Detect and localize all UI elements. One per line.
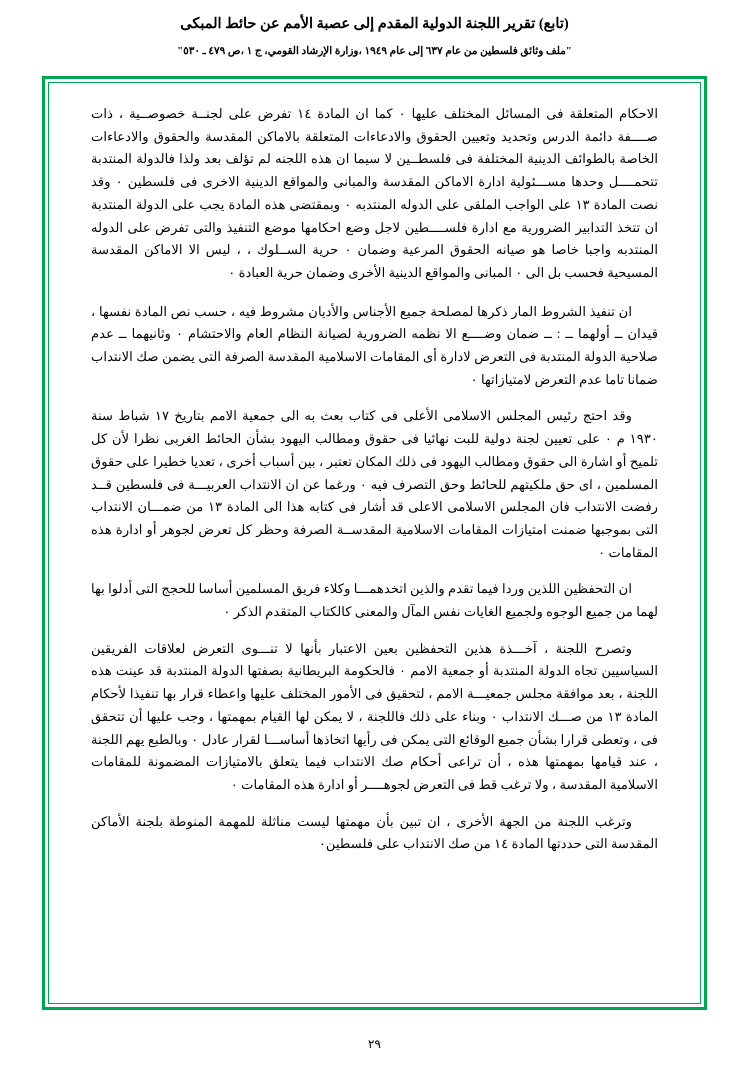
document-body — [49, 83, 700, 880]
body-paragraph-6: وترغب اللجنة من الجهة الأخرى ، ان تبين بأن مهمتها ليست مناثلة للمهمة المنوطة بلجنة الأماكن المقدسة التى حددتها المادة ١٤ من صك الانتداب على فلسطين٠ — [91, 813, 658, 852]
body-paragraph-2: ان تنفيذ الشروط المار ذكرها لمصلحة جميع الأجناس والأديان مشروط فيه ، حسب نص المادة نفسها ، قيدان ــ أولهما ــ : ــ ضمان وضــــع الا نظمه الضرورية لصيانة النظام العام والاحتشام ٠ وثانيهما ــ عدم صلاحية الدولة المنتدبة فى التعرض لادارة أى المقامات الاسلامية المقدسة الصرفة التى يضمن صك الانتداب ضمانا تاما عدم التعرض لامتيازاتها ٠ — [91, 303, 658, 387]
page-number: ٢٩ — [368, 1037, 381, 1051]
body-paragraph-1: الاحكام المتعلقة فى المسائل المختلف عليها ٠ كما ان المادة ١٤ تفرض على لجنــة خصوصــية ، ذات صــــفة دائمة الدرس وتحديد وتعيين الحقوق والادعاءات المتعلقة بالاماكن المقدسة والحقوق والادعاءات الخاصة بالطوائف الدينية المختلفة فى فلسطــين لا سيما ان هذه اللجنه لم تؤلف بعد ولذا فالدولة المنتدبة تتحمــــل وحدها مســـئولية ادارة الاماكن المقدسة والمبانى والمواقع الدينية الاخرى فى فلسطين ٠ وقد نصت المادة ١٣ على الواجب الملقى على الدوله المنتدبه ٠ وبمقتضى هذه المادة يجب على الدولة المنتدبة ان تتخذ التدابير الضرورية مع ادارة فلســــطين لاجل وضع احكامها موضع التنفيذ والتى تفرض على الدوله المنتدبه واجبا خاصا هو صيانه الحقوق المرعية وضمان ٠ حرية الســلوك ، ، ليس الا الاماكن المقدسة المسيحية فحسب بل الى ٠ المبانى والمواقع الدينية الأخرى وضمان حرية العبادة ٠ — [91, 106, 658, 280]
body-paragraph-5: وتصرح اللجنة ، آخـــذة هذين التحفظين بعين الاعتبار بأنها لا تنـــوى التعرض لعلاقات الفريقين السياسيين تجاه الدولة المنتدبة أو جمعية الامم ٠ فالحكومة البريطانية بصفتها الدولة المنتدبة قد عينت هذه اللجنة ، بعد موافقة مجلس جمعيـــة الامم ، لتحقيق فى الأمور المختلف عليها واعطاء قرار بها تنفيذا لأحكام المادة ١٣ من صـــك الانتداب ٠ وبناء على ذلك فاللجنة ، لا يمكن لها القيام بمهمتها ، وجب عليها أن تتحقق فى ، وتعطى قرارا بشأن جميع الوقائع التى يمكن فى رأيها اتخاذها أساســـا لقرار عادل ٠ وبالطبع يهم اللجنة ، عند قيامها بمهمتها هذه ، أن تراعى أحكام صك الانتداب فيما يتعلق بالامتيازات المضمونة للمقامات الاسلامية المقدسة ، ولا ترغب قط فى التعرض لجوهــــر أو ادارة هذه المقامات ٠ — [91, 640, 658, 792]
body-paragraph-3: وقد احتج رئيس المجلس الاسلامى الأعلى فى كتاب بعث به الى جمعية الامم بتاريخ ١٧ شباط سنة ١٩٣٠ م ٠ على تعيين لجنة دولية للبت نهائيا فى حقوق ومطالب اليهود بشأن الحائط الغربى نظرا لأن كل تلميح أو اشارة الى حقوق ومطالب اليهود فى ذلك المكان تعتبر ، بين أسباب أخرى ، تعديا خطيرا على حقوق المسلمين ، اى حق ملكيتهم للحائط وحق التصرف فيه ٠ ورغما عن ان الانتداب العربيـــة فى فلسطين قــد رفضت الانتداب فان المجلس الاسلامى الاعلى قد أشار فى كتابه هذا الى المادة ١٣ من ضمـــان الانتداب التى بموجبها ضمنت امتيازات المقامات الاسلامية المقدســة الصرفة وحظر كل تعرض لجوهر أو ادارة هذه المقامات ٠ — [91, 408, 658, 560]
green-border-frame-inner — [48, 82, 701, 1004]
page-subtitle-source: "ملف وثائق فلسطين من عام ٦٣٧ إلى عام ١٩٤٩ ،وزارة الإرشاد القومي، ج ١ ،ص ٤٧٩ ـ ٥٣٠" — [177, 45, 572, 57]
green-border-frame — [42, 76, 707, 1010]
page-header — [0, 0, 749, 60]
body-paragraph-4: ان التحفظين اللذين وردا فيما تقدم والذين اتخدهمـــا وكلاء فريق المسلمين أساسا للحجج التى أدلوا بها لهما من جميع الوجوه ولجميع الغايات نفس المآل والمعنى كالكتاب المتقدم الذكر ٠ — [91, 581, 658, 620]
page-title: (تابع) تقرير اللجنة الدولية المقدم إلى عصبة الأمم عن حائط المبكى — [180, 16, 569, 32]
